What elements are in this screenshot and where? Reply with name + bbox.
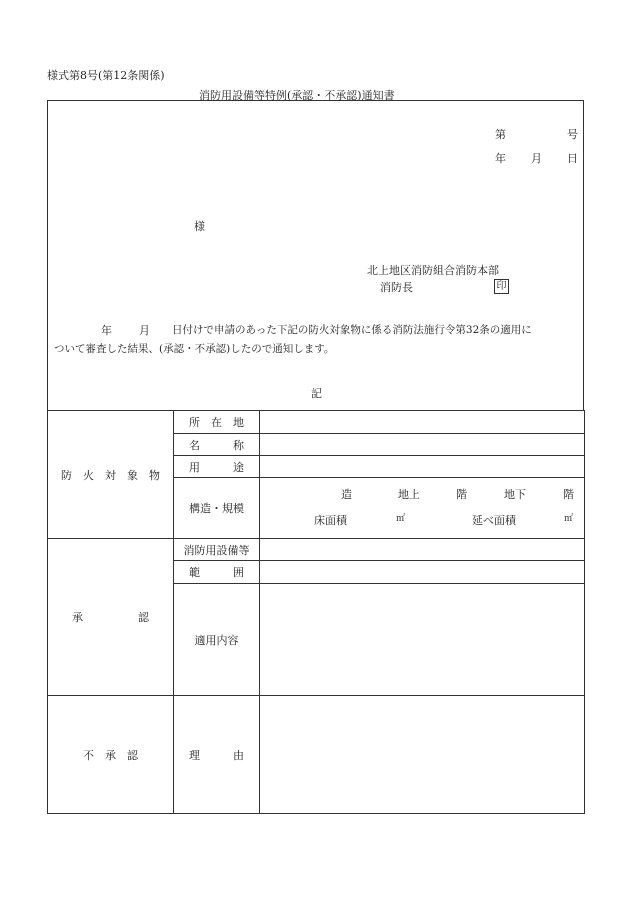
label-reason: 理 由 bbox=[174, 696, 260, 814]
structure-zou: 造 bbox=[341, 488, 352, 501]
structure-chijo: 地上 bbox=[398, 488, 420, 501]
category-disapproval: 不 承 認 bbox=[48, 696, 174, 814]
detail-table bbox=[47, 410, 585, 814]
body-year: 年 bbox=[101, 324, 112, 337]
structure-total-area: 延べ面積 bbox=[472, 514, 516, 527]
value-address bbox=[260, 411, 585, 434]
notice-frame bbox=[47, 100, 584, 411]
number-dai: 第 bbox=[495, 128, 506, 141]
category-approval: 承 認 bbox=[48, 539, 174, 696]
structure-chika: 地下 bbox=[504, 488, 526, 501]
structure-m2-floor: ㎡ bbox=[396, 514, 406, 524]
label-address: 所 在 地 bbox=[174, 411, 260, 434]
body-line-1: 日付けで申請のあった下記の防火対象物に係る消防法施行令第32条の適用に bbox=[172, 324, 532, 336]
value-equipment bbox=[260, 539, 585, 561]
number-go: 号 bbox=[567, 128, 578, 141]
label-name: 名 称 bbox=[174, 434, 260, 456]
label-scope: 範 囲 bbox=[174, 561, 260, 584]
seal-box: 印 bbox=[494, 279, 509, 294]
body-month: 月 bbox=[139, 324, 150, 337]
structure-floor-area: 床面積 bbox=[314, 514, 347, 527]
label-usage: 用 途 bbox=[174, 456, 260, 478]
issuer-title: 消防長 bbox=[380, 281, 413, 294]
ki-heading: 記 bbox=[311, 387, 322, 400]
value-scope bbox=[260, 561, 585, 584]
label-application-content: 適用内容 bbox=[174, 584, 260, 696]
label-structure: 構造・規模 bbox=[174, 478, 260, 539]
body-line-2: ついて審査した結果、(承認・不承認)したので通知します。 bbox=[54, 343, 335, 355]
value-reason bbox=[260, 696, 585, 814]
date-month: 月 bbox=[531, 152, 542, 165]
structure-kai-below: 階 bbox=[563, 488, 574, 501]
addressee-sama: 様 bbox=[194, 220, 205, 233]
value-structure bbox=[260, 478, 585, 539]
document-title: 消防用設備等特例(承認・不承認)通知書 bbox=[199, 89, 395, 102]
label-equipment: 消防用設備等 bbox=[174, 539, 260, 561]
form-number: 様式第8号(第12条関係) bbox=[47, 69, 165, 82]
structure-m2-total: ㎡ bbox=[564, 514, 574, 524]
date-day: 日 bbox=[567, 152, 578, 165]
category-building: 防 火 対 象 物 bbox=[48, 411, 174, 539]
structure-kai-above: 階 bbox=[456, 488, 467, 501]
seal-mark bbox=[494, 279, 509, 294]
value-usage bbox=[260, 456, 585, 478]
value-application-content bbox=[260, 584, 585, 696]
issuer-organization: 北上地区消防組合消防本部 bbox=[367, 264, 499, 277]
date-year: 年 bbox=[495, 152, 506, 165]
value-name bbox=[260, 434, 585, 456]
